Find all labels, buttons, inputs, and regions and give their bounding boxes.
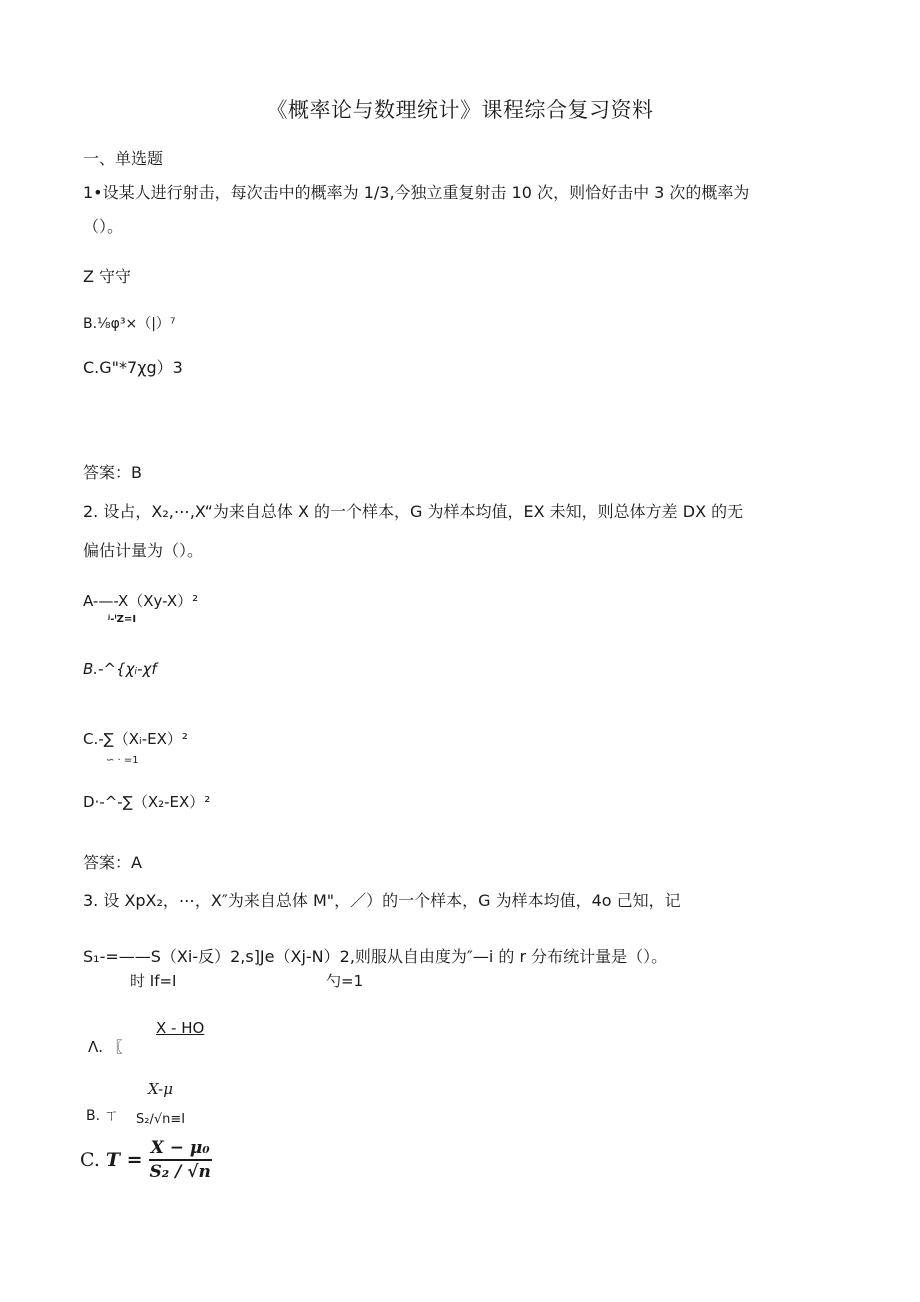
q2-stem-line2: 偏估计量为（）。 (83, 541, 204, 560)
q3-option-b-label: B. ㄒ (86, 1108, 119, 1124)
q3-option-a-numerator: X - HO (156, 1019, 205, 1037)
q3-stem-line1: 3. 设 XpX₂，⋯，X″为来自总体 M"，／）的一个样本，G 为样本均值，4o 己知，记 (83, 891, 681, 910)
q1-option-b: B.⅛φ³×（|）⁷ (83, 316, 176, 332)
q1-answer: 答案：B (83, 463, 142, 482)
q2-option-a-sub: ʲ-ᴵZ=I (108, 614, 137, 625)
q3-option-c-numerator: X − μ₀ (149, 1138, 212, 1161)
q3-option-c-fraction (149, 1138, 212, 1182)
q2-option-c-sub: ∽ · =1 (106, 755, 139, 766)
section-heading: 一、单选题 (83, 149, 164, 168)
q2-option-c: C.-∑（Xᵢ-EX）² (83, 730, 188, 748)
q3-option-b-denominator: S₂∕√n≡I (136, 1112, 186, 1127)
page-title: 《概率论与数理统计》课程综合复习资料 (266, 98, 654, 122)
q3-option-c-lhs: T = (105, 1149, 143, 1171)
q3-option-c-denominator: S₂ / √n (149, 1162, 211, 1182)
q2-option-b: B.-^{χᵢ-χf (83, 660, 157, 678)
q2-stem-line1: 2. 设占，X₂,⋯,X“为来自总体 X 的一个样本，G 为样本均值，EX 未知，则总体方差 DX 的无 (83, 502, 744, 521)
q3-option-c-label: C. (80, 1149, 100, 1171)
q2-option-d: D·-^-∑（X₂-EX）² (83, 793, 211, 811)
q2-answer: 答案：A (83, 853, 142, 872)
q2-option-a: A-—-X（Xy-X）² (83, 592, 199, 610)
q3-stem-sub-right: 勺=1 (326, 972, 364, 990)
q3-stem-sub-left: 时 If=I (130, 972, 177, 990)
q3-option-c (80, 1136, 212, 1184)
q3-stem-line2: S₁-=——S（Xi-反）2,s]Je（Xj-N）2,则服从自由度为″—i 的 r 分布统计量是（）。 (83, 947, 668, 966)
q1-stem-line1: 1•设某人进行射击，每次击中的概率为 1/3,今独立重复射击 10 次，则恰好击中 3 次的概率为 (83, 183, 750, 202)
q3-option-a-label: Λ. 〖 (88, 1038, 123, 1056)
q1-option-c: C.G"*7χg）3 (83, 358, 183, 377)
q3-option-b-numerator: X-μ (148, 1080, 173, 1098)
q1-option-a: Z 守守 (83, 267, 132, 286)
q1-stem-line2: （）。 (83, 217, 124, 236)
